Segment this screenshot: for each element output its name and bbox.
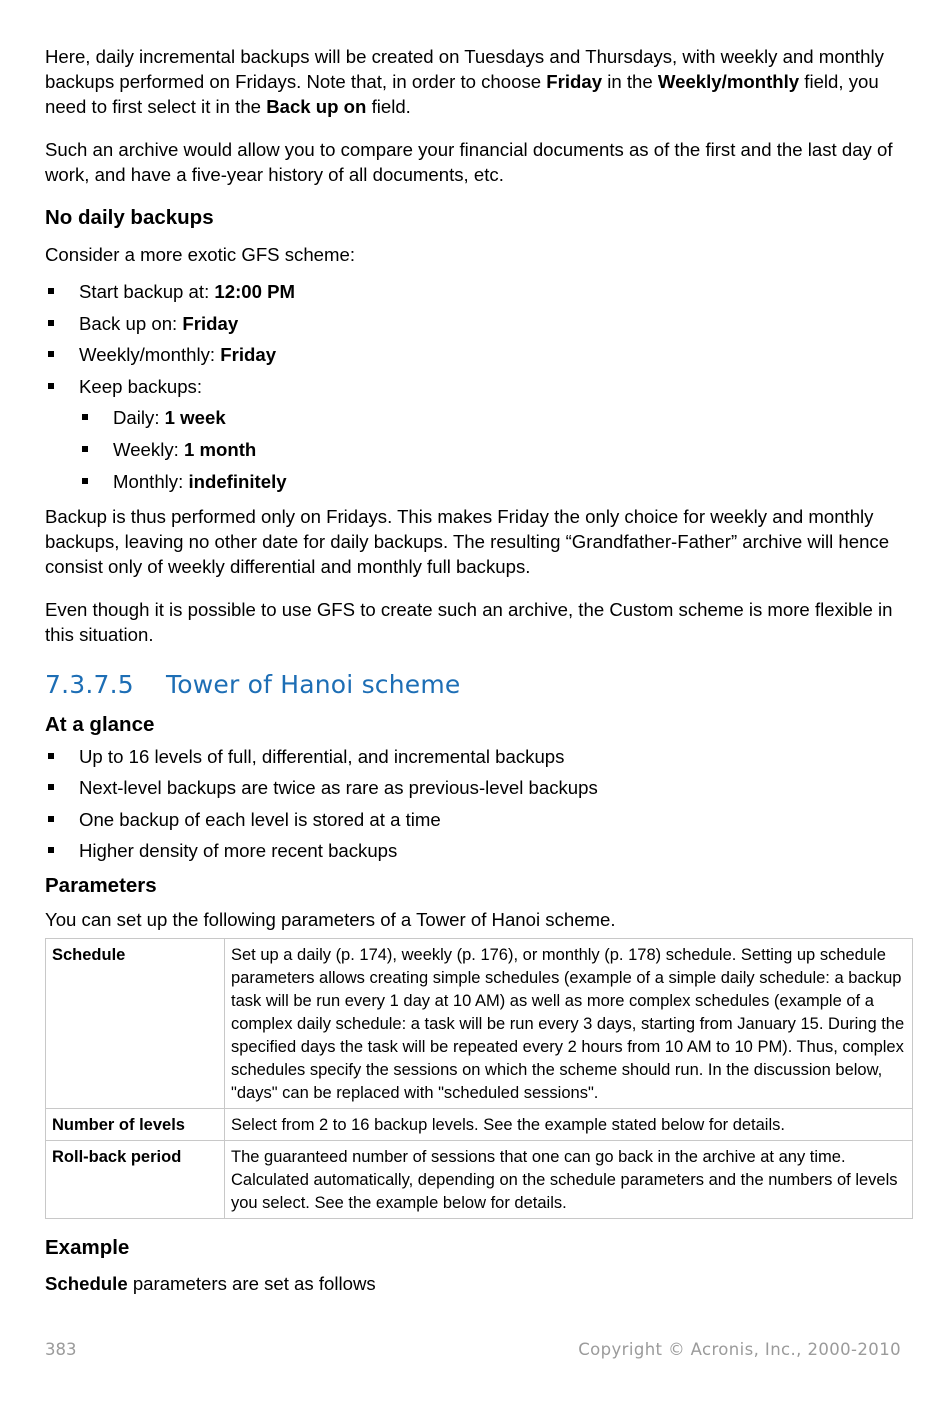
intro-paragraph-1 bbox=[45, 44, 913, 119]
example-lead bbox=[45, 1271, 913, 1296]
no-daily-paragraph-2: Even though it is possible to use GFS to create such an archive, the Custom scheme is more flexible in this situation. bbox=[45, 598, 893, 645]
text-run: Here, daily incremental backups will be created on Tuesdays and Thursdays, with weekly and monthly backups performed on Fridays. Note that, in order to choose bbox=[45, 46, 884, 92]
list-item bbox=[45, 775, 913, 800]
list-item bbox=[45, 807, 913, 832]
param-description: The guaranteed number of sessions that one can go back in the archive at any time. Calculated automatically, depending on the schedule parameters and the numbers of levels you select. See the example below for details. bbox=[225, 1141, 913, 1219]
item-label: Keep backups: bbox=[79, 375, 203, 397]
bullet-square-icon bbox=[48, 847, 54, 853]
section-heading bbox=[45, 669, 913, 701]
section-title: Tower of Hanoi scheme bbox=[166, 669, 461, 699]
bullet-square-icon bbox=[48, 351, 54, 357]
parameters-heading: Parameters bbox=[45, 874, 157, 898]
bullet-square-icon bbox=[48, 383, 54, 389]
list-item bbox=[45, 279, 913, 304]
item-label: Back up on: bbox=[79, 312, 183, 334]
item-text: Next-level backups are twice as rare as previous-level backups bbox=[79, 777, 598, 799]
bullet-square-icon bbox=[48, 753, 54, 759]
no-daily-backups-heading: No daily backups bbox=[45, 206, 214, 229]
bullet-square-icon bbox=[48, 320, 54, 326]
param-name: Number of levels bbox=[46, 1109, 225, 1141]
copyright-notice: Copyright © Acronis, Inc., 2000-2010 bbox=[578, 1340, 901, 1359]
bold-run: Schedule bbox=[45, 1273, 128, 1295]
parameters-lead: You can set up the following parameters of a Tower of Hanoi scheme. bbox=[45, 909, 616, 931]
list-item bbox=[45, 311, 913, 336]
page-number: 383 bbox=[45, 1340, 77, 1359]
param-description: Set up a daily (p. 174), weekly (p. 176), or monthly (p. 178) schedule. Setting up schedule parameters allows creating simple schedules (example of a simple daily schedule: a backup task will be run every 1 day at 10 AM) as well as more complex schedules (example of a complex daily schedule: a task will be run every 3 days, starting from January 15. During the specified days the task will be repeated every 2 hours from 10 AM to 10 PM). Thus, complex schedules specify the sessions on which the scheme should run. In the discussion below, "days" can be replaced with "scheduled sessions". bbox=[225, 939, 913, 1109]
section-number: 7.3.7.5 bbox=[45, 669, 134, 699]
parameters-table bbox=[45, 938, 913, 1219]
table-row bbox=[46, 1109, 913, 1141]
list-item bbox=[45, 342, 913, 367]
item-text: Higher density of more recent backups bbox=[79, 840, 398, 862]
at-a-glance-heading: At a glance bbox=[45, 712, 155, 736]
item-value: 12:00 PM bbox=[214, 281, 296, 302]
at-a-glance-list bbox=[45, 744, 913, 864]
item-label: Weekly/monthly: bbox=[79, 344, 221, 366]
item-value: 1 month bbox=[183, 438, 257, 460]
item-value: Friday bbox=[182, 312, 239, 334]
bullet-square-icon bbox=[48, 288, 54, 294]
document-page bbox=[45, 44, 913, 1314]
item-label: Weekly: bbox=[113, 438, 184, 460]
example-heading: Example bbox=[45, 1236, 130, 1260]
text-run: in the bbox=[602, 71, 658, 92]
item-label: Monthly: bbox=[113, 470, 189, 492]
list-item bbox=[79, 405, 913, 430]
table-row bbox=[46, 939, 913, 1109]
item-value: indefinitely bbox=[188, 470, 287, 492]
param-name: Roll-back period bbox=[46, 1141, 225, 1219]
gfs-settings-list bbox=[45, 279, 913, 494]
item-label: Start backup at: bbox=[79, 281, 215, 302]
text-run: parameters are set as follows bbox=[127, 1273, 376, 1295]
param-description: Select from 2 to 16 backup levels. See the example stated below for details. bbox=[225, 1109, 913, 1141]
param-name: Schedule bbox=[46, 939, 225, 1109]
list-item bbox=[79, 469, 913, 494]
list-item bbox=[45, 838, 913, 863]
bullet-square-icon bbox=[48, 816, 54, 822]
bold-run: Friday bbox=[546, 71, 603, 92]
no-daily-paragraph-1: Backup is thus performed only on Fridays. This makes Friday the only choice for weekly and monthly backups, leaving no other date for daily backups. The resulting “Grandfather-Father” archive will hence consist only of weekly differential and monthly full backups. bbox=[45, 505, 890, 577]
list-item bbox=[79, 437, 913, 462]
bullet-square-icon bbox=[82, 414, 88, 420]
list-item bbox=[45, 744, 913, 769]
table-row bbox=[46, 1141, 913, 1219]
bold-run: Weekly/monthly bbox=[657, 71, 800, 92]
no-daily-lead: Consider a more exotic GFS scheme: bbox=[45, 244, 356, 265]
bullet-square-icon bbox=[82, 478, 88, 484]
item-value: 1 week bbox=[164, 407, 226, 429]
item-text: One backup of each level is stored at a time bbox=[79, 808, 441, 830]
keep-backups-sublist bbox=[45, 405, 913, 493]
text-run: field, you need to first select it in the bbox=[45, 71, 879, 117]
bold-run: Back up on bbox=[266, 96, 367, 117]
bullet-square-icon bbox=[48, 784, 54, 790]
item-text: Up to 16 levels of full, differential, and incremental backups bbox=[79, 745, 565, 767]
item-label: Daily: bbox=[113, 407, 165, 429]
item-value: Friday bbox=[220, 344, 277, 366]
bullet-square-icon bbox=[82, 446, 88, 452]
intro-paragraph-2: Such an archive would allow you to compare your financial documents as of the first and the last day of work, and have a five-year history of all documents, etc. bbox=[45, 139, 893, 185]
text-run: field. bbox=[366, 96, 411, 117]
list-item bbox=[45, 374, 913, 494]
